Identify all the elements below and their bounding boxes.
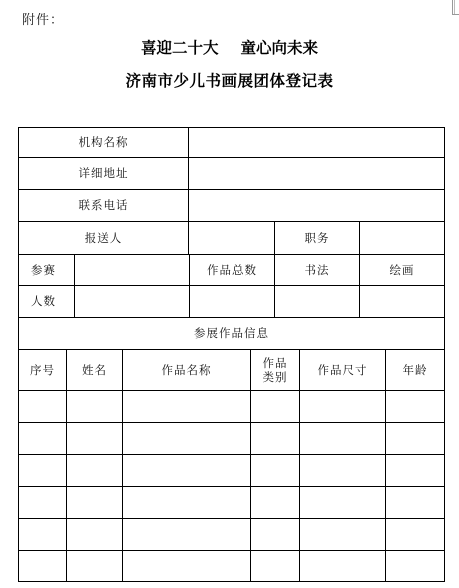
phone-field[interactable]: [189, 190, 444, 221]
table-cell[interactable]: [251, 519, 299, 550]
col-header-work-title: 作品名称: [161, 362, 212, 377]
title-slogan-part-1: 喜迎二十大: [140, 39, 219, 57]
table-cell[interactable]: [19, 519, 66, 550]
table-cell[interactable]: [386, 487, 444, 518]
col-header-work-category: 作品类别: [262, 355, 288, 384]
section-title: 参展作品信息: [194, 326, 269, 341]
table-cell[interactable]: [300, 391, 385, 422]
table-cell[interactable]: [123, 487, 250, 518]
table-cell[interactable]: [67, 423, 122, 454]
table-cell[interactable]: [123, 391, 250, 422]
org-name-field[interactable]: [189, 128, 444, 157]
total-works-field[interactable]: [190, 286, 274, 317]
table-cell[interactable]: [67, 391, 122, 422]
table-cell[interactable]: [386, 519, 444, 550]
table-cell[interactable]: [300, 455, 385, 486]
table-cell[interactable]: [386, 455, 444, 486]
painting-label: 绘画: [389, 262, 415, 277]
table-cell[interactable]: [19, 487, 66, 518]
col-header-index: 序号: [30, 362, 55, 377]
table-cell[interactable]: [300, 487, 385, 518]
table-cell[interactable]: [386, 391, 444, 422]
table-cell[interactable]: [123, 423, 250, 454]
position-label: 职务: [304, 230, 330, 245]
title-slogan-part-2: 童心向未来: [240, 39, 319, 57]
participants-label-line1: 参赛: [31, 262, 56, 277]
table-cell[interactable]: [251, 487, 299, 518]
table-cell[interactable]: [123, 519, 250, 550]
col-header-name: 姓名: [82, 362, 107, 377]
table-cell[interactable]: [67, 455, 122, 486]
table-cell[interactable]: [251, 391, 299, 422]
col-header-age: 年龄: [402, 362, 428, 377]
submitter-field[interactable]: [189, 222, 274, 254]
title-line-2: 济南市少儿书画展团体登记表: [125, 72, 334, 90]
table-cell[interactable]: [19, 391, 66, 422]
org-name-label: 机构名称: [78, 135, 129, 150]
participants-field[interactable]: [75, 255, 189, 317]
position-field[interactable]: [360, 222, 444, 254]
table-cell[interactable]: [19, 455, 66, 486]
submitter-label: 报送人: [84, 230, 123, 245]
attachment-label: 附件：: [22, 13, 65, 28]
participants-label-line2: 人数: [31, 294, 56, 309]
address-label: 详细地址: [78, 166, 129, 181]
table-cell[interactable]: [300, 423, 385, 454]
col-header-work-size: 作品尺寸: [317, 362, 368, 377]
table-cell[interactable]: [251, 455, 299, 486]
address-field[interactable]: [189, 158, 444, 189]
table-cell[interactable]: [386, 423, 444, 454]
phone-label: 联系电话: [78, 198, 129, 213]
calligraphy-label: 书法: [304, 262, 330, 277]
table-cell[interactable]: [67, 487, 122, 518]
table-cell[interactable]: [67, 519, 122, 550]
painting-count-field[interactable]: [360, 286, 444, 317]
total-works-label: 作品总数: [207, 262, 257, 277]
table-cell[interactable]: [300, 519, 385, 550]
calligraphy-count-field[interactable]: [275, 286, 359, 317]
table-cell[interactable]: [19, 423, 66, 454]
table-cell[interactable]: [123, 455, 250, 486]
table-cell[interactable]: [251, 423, 299, 454]
